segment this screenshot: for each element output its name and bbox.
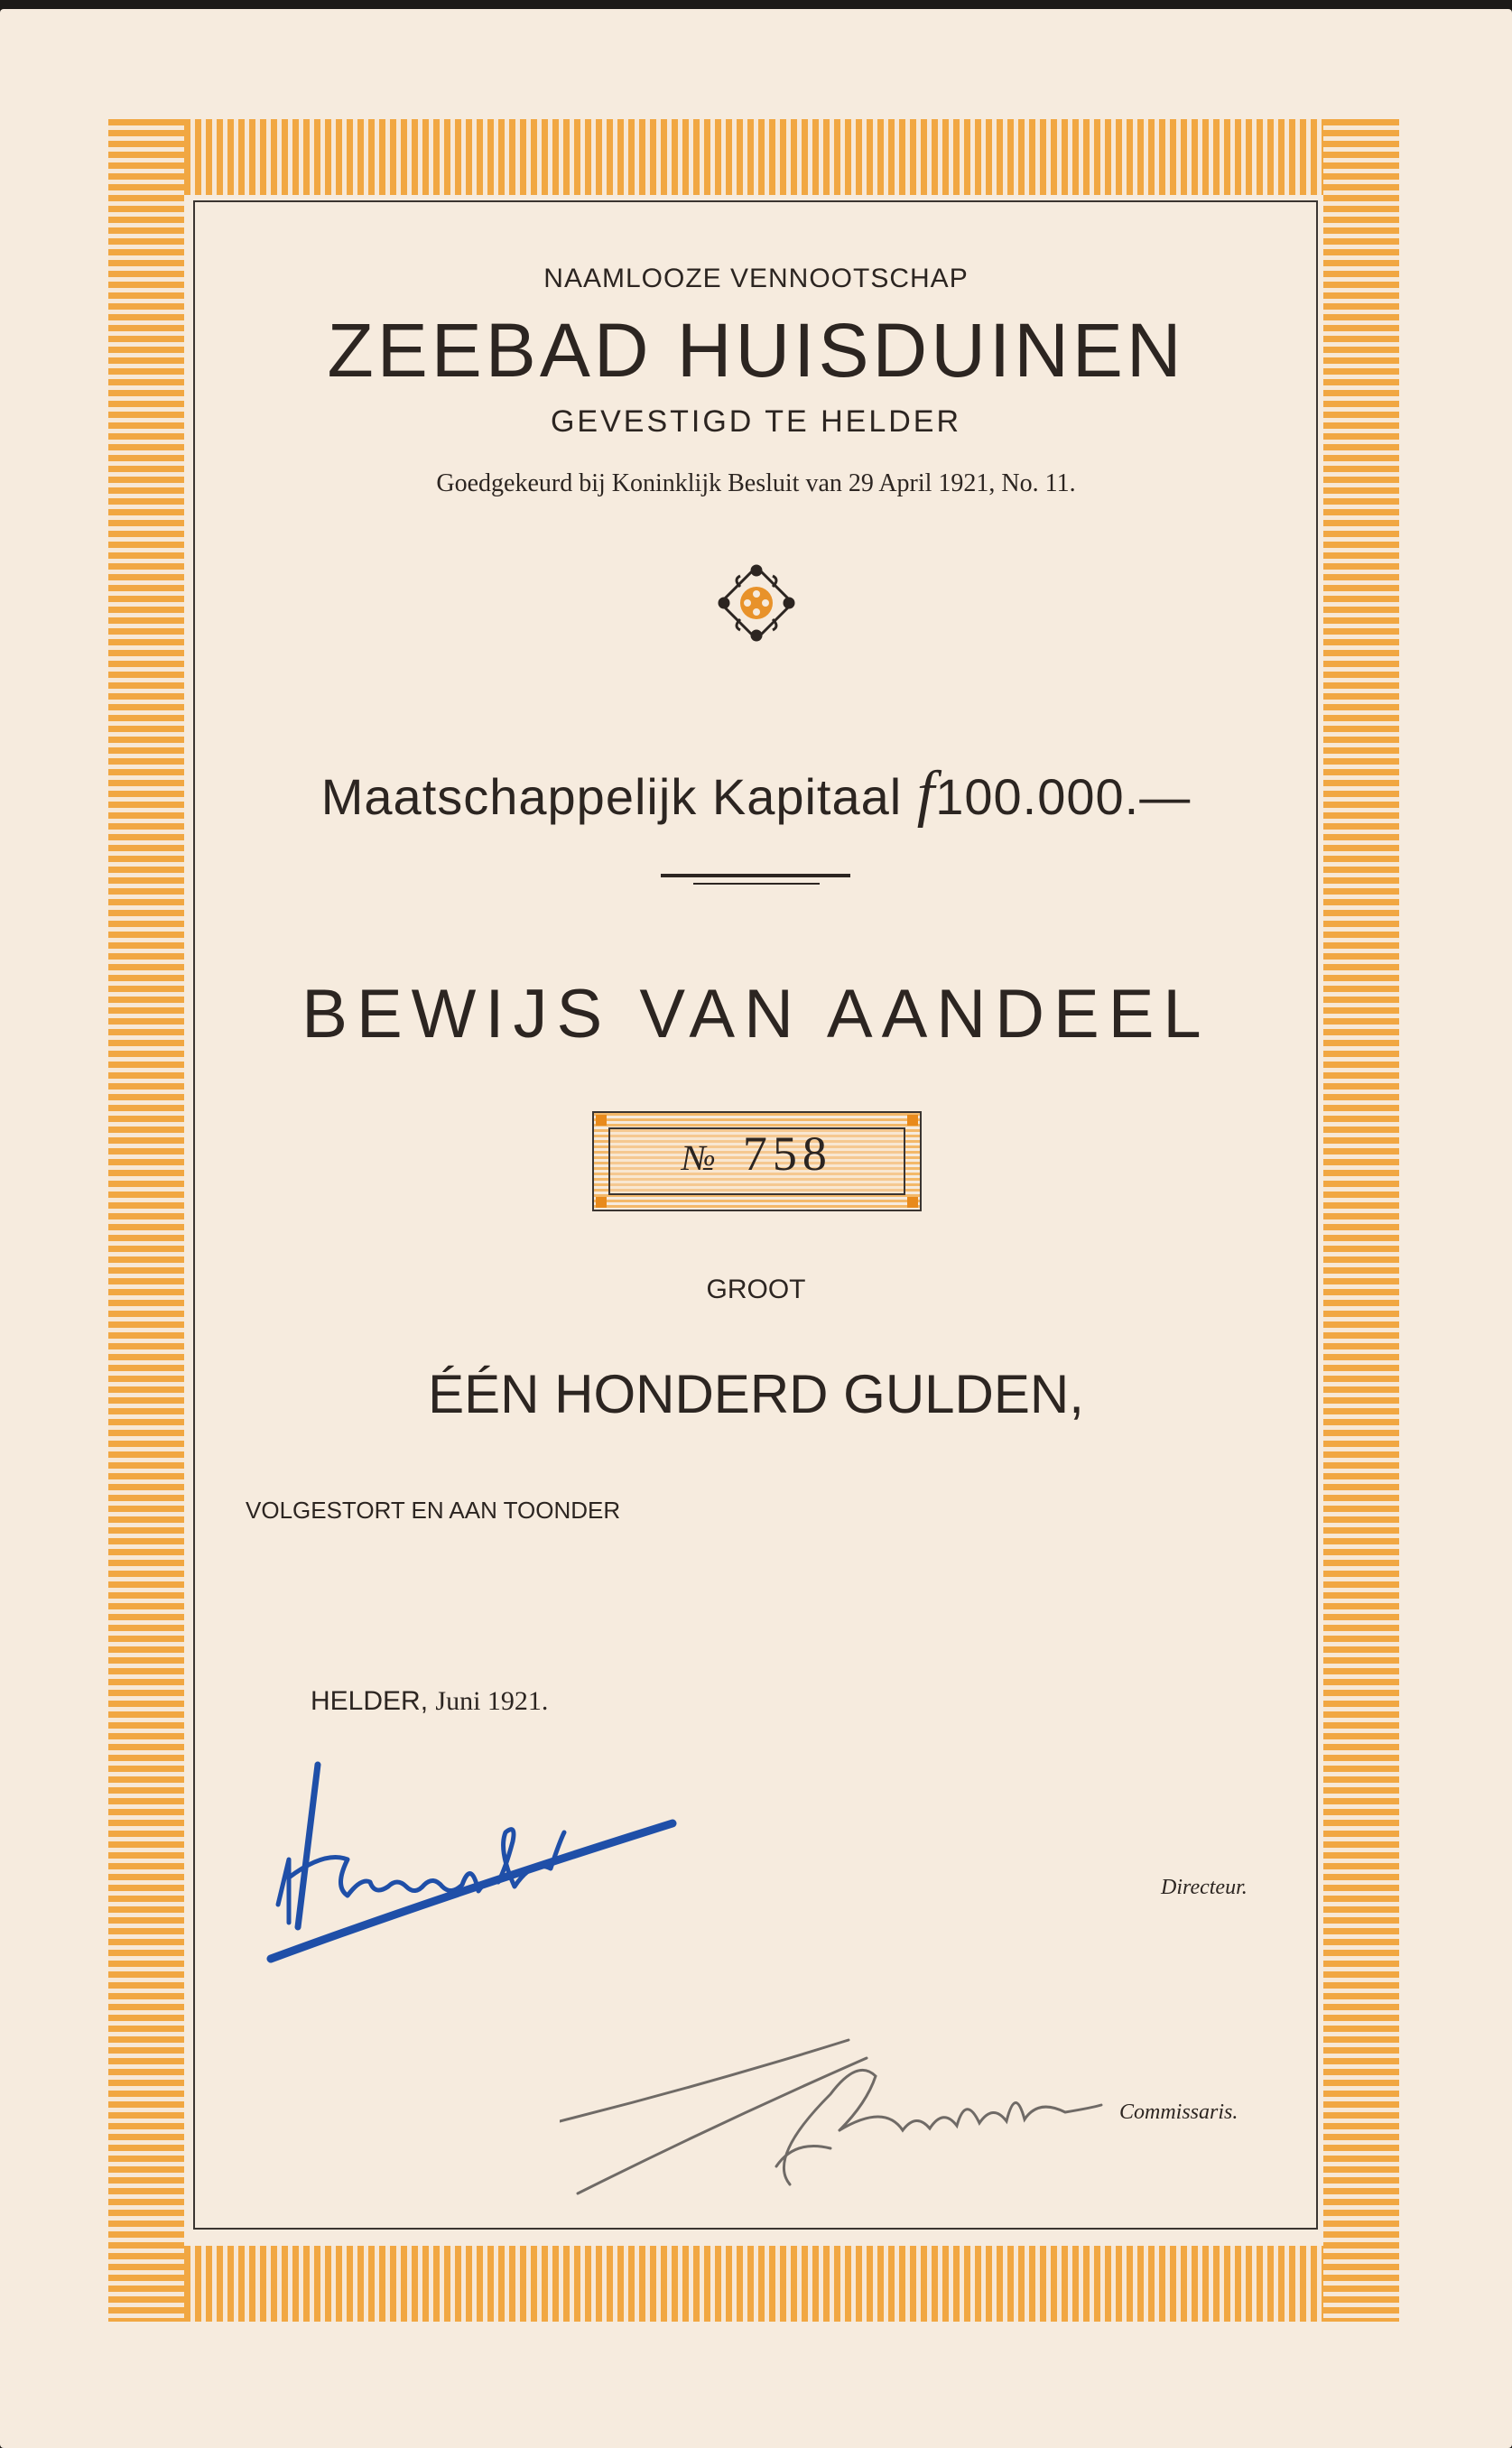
share-amount: ÉÉN HONDERD GULDEN, [428,1364,1084,1424]
royal-decree-approval: Goedgekeurd bij Koninklijk Besluit van 29 April 1921, No. 11. [436,469,1076,497]
border-bottom [108,2246,1399,2322]
director-label: Directeur. [1161,1876,1248,1899]
certificate-title: BEWIJS VAN AANDEEL [301,976,1211,1052]
date: Juni 1921. [435,1686,549,1716]
capital-amount: 100.000.— [935,768,1192,825]
director-signature [262,1751,686,1977]
company-seat: GEVESTIGD TE HELDER [550,404,962,439]
certificate-number-box [592,1111,922,1211]
border-top [108,119,1399,195]
corner-mark [596,1197,607,1208]
border-right [1323,119,1399,2322]
company-type: NAAMLOOZE VENNOOTSCHAP [543,264,969,293]
number-value: 758 [742,1127,832,1181]
divider-rule-short [693,883,820,885]
place-date [311,1686,548,1717]
corner-mark [596,1115,607,1126]
divider-rule [661,874,850,877]
paid-up-bearer: VOLGESTORT EN AAN TOONDER [246,1497,621,1524]
certificate-number [594,1126,920,1182]
corner-mark [907,1197,918,1208]
groot-label: GROOT [706,1275,806,1304]
ornament-icon [713,560,800,646]
commissioner-label: Commissaris. [1119,2100,1238,2124]
authorized-capital [0,758,1512,830]
commissioner-signature [560,2022,1119,2202]
place: HELDER, [311,1686,429,1716]
capital-label: Maatschappelijk Kapitaal [320,768,903,825]
border-left [108,119,184,2322]
number-prefix: № [682,1137,721,1178]
currency-symbol: f [916,759,936,829]
company-name: ZEEBAD HUISDUINEN [327,308,1185,393]
corner-mark [907,1115,918,1126]
